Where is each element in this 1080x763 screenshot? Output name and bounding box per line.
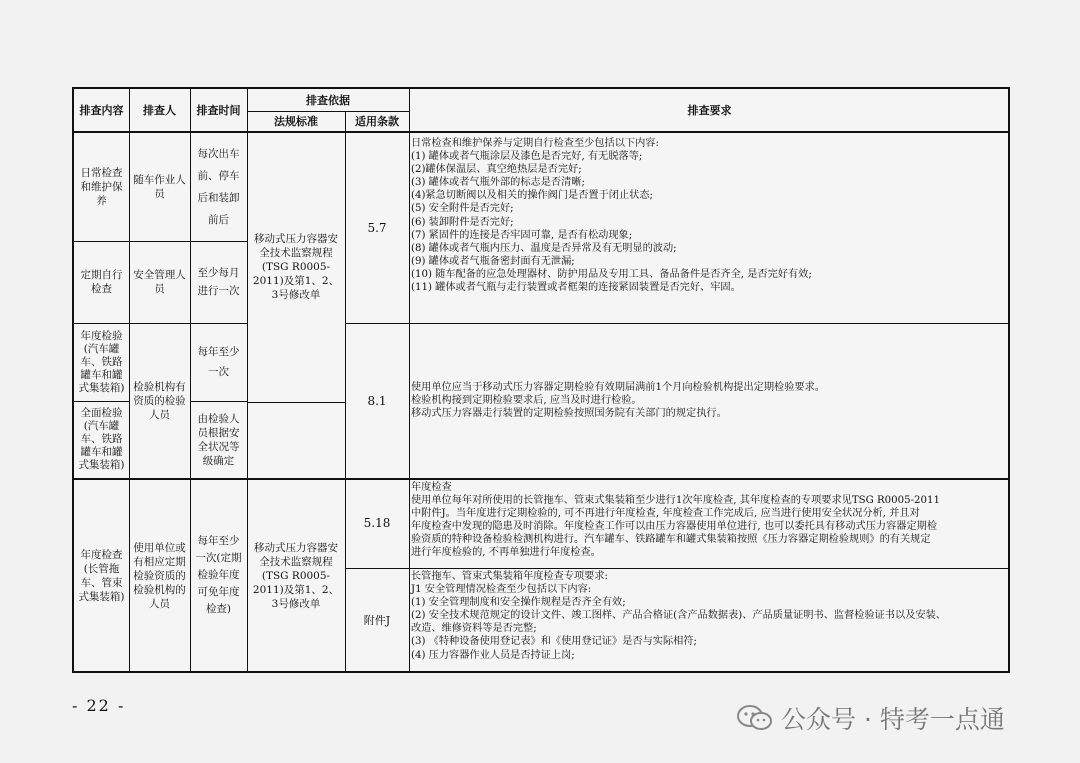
wechat-icon — [737, 705, 773, 731]
header-basis: 排查依据 — [306, 93, 350, 107]
row5-content: 年度检查(长管拖车、管束式集装箱) — [78, 548, 125, 603]
watermark — [737, 700, 1005, 736]
grid-line — [345, 323, 1010, 324]
grid-line — [345, 568, 1010, 569]
grid-line — [247, 89, 248, 673]
row3-time: 每年至少一次 — [197, 346, 240, 378]
grid-line — [345, 112, 346, 673]
header-regulation: 法规标准 — [274, 115, 318, 128]
requirement-8-1: 使用单位应当于移动式压力容器定期检验有效期届满前1个月向检验机构提出定期检验要求。 检验机构接到定期检验要求后, 应当及时进行检验。 移动式压力容器走行装置的定期检验按照国务院有关部门的规定执行。 — [411, 381, 825, 420]
row5-time: 每年至少一次(定期检验年度可免年度检查) — [195, 535, 242, 615]
grid-line — [74, 241, 247, 242]
header-clause: 适用条款 — [355, 115, 399, 128]
grid-line — [74, 478, 1010, 480]
header-person: 排查人 — [143, 103, 176, 117]
row2-time: 至少每月进行一次 — [197, 267, 240, 297]
grid-line — [74, 401, 129, 402]
regulation-2: 移动式压力容器安全技术监察规程(TSG R0005-2011)及第1、2、3号修改单 — [252, 541, 340, 610]
row3-content: 年度检验(汽车罐车、铁路罐车和罐式集装箱) — [78, 329, 125, 394]
clause-8-1: 8.1 — [367, 393, 387, 408]
header-requirement: 排查要求 — [687, 103, 732, 117]
inspection-table — [72, 87, 1010, 673]
row2-content: 定期自行检查 — [80, 269, 123, 295]
row2-person: 安全管理人员 — [133, 269, 186, 295]
clause-appendix-j: 附件J — [363, 613, 391, 627]
requirement-5-7: 日常检查和维护保养与定期自行检查至少包括以下内容: (1) 罐体或者气瓶涂层及漆色是否完好, 有无脱落等; (2)罐体保温层、真空绝热层是否完好; (3) 罐体或者气瓶外部的标志是否清晰; (4)紧急切断阀以及相关的操作阀门是否置于闭止状态; (5) 安全附件是否完好; (6) 装卸附件是否完好; (7) 紧固件的连接是否牢固可靠, 是否有松动现象; (8) 罐体或者气瓶内压力、温度是否异常及有无明显的波动; (9) 罐体或者气瓶备密封面有无泄漏; (10) 随车配备的应急处理器材、防护用品及专用工具、备品备件是否齐全, 是否完好有效; (11) 罐体或者气瓶与走行装置或者框架的连接紧固装置是否完好、牢固。 — [411, 138, 812, 294]
requirement-5-18: 年度检查 使用单位每年对所使用的长管拖车、管束式集装箱至少进行1次年度检查, 其年度检查的专项要求见TSG R0005-2011 中附件J。当年度进行定期检验的, 可不再进行年度检查, 年度检查工作完成后, 应当进行使用安全状况分析, 并且对 年度检查中发现的隐患及时消除。年度检查工作可以由压力容器使用单位进行, 也可以委托具有移动式压力容器定期检 验资质的特种设备检验检测机构进行。汽车罐车、铁路罐车和罐式集装箱按照《压力容器定期检验规则》的有关规定 进行年度检验的, 不再单独进行年度检查。 — [411, 482, 940, 559]
requirement-appendix-j: 长管拖车、管束式集装箱年度检查专项要求: J1 安全管理情况检查至少包括以下内容: (1) 安全管理制度和安全操作规程是否齐全有效; (2) 安全技术规范规定的设计文件、竣工图样、产品合格证(含产品数据表)、产品质量证明书、监督检验证书以及安装、 改造、维修资料等是否完整; (3) 《特种设备使用登记表》和《使用登记证》是否与实际相符; (4) 压力容器作业人员是否持证上岗; — [411, 571, 946, 661]
clause-5-18: 5.18 — [363, 516, 391, 530]
clause-5-7: 5.7 — [367, 220, 387, 235]
watermark-text: 公众号 · 特考一点通 — [781, 705, 1005, 734]
grid-line — [190, 401, 247, 402]
row1-time: 每次出车前、停车后和装卸前后 — [197, 147, 240, 226]
page-number: - 22 - — [72, 696, 126, 715]
header-content: 排查内容 — [79, 103, 124, 117]
grid-line — [247, 111, 409, 112]
grid-line — [247, 402, 345, 403]
regulation-1: 移动式压力容器安全技术监察规程(TSG R0005-2011)及第1、2、3号修改单 — [252, 233, 340, 301]
header-time: 排查时间 — [196, 103, 241, 117]
grid-line — [74, 131, 1010, 133]
grid-line — [409, 89, 410, 673]
row4-time: 由检验人员根据安全状况等级确定 — [197, 412, 240, 467]
row1-person: 随车作业人员 — [133, 173, 186, 200]
grid-line — [190, 89, 191, 673]
row34-person: 检验机构有资质的检验人员 — [133, 380, 186, 421]
row4-content: 全面检验(汽车罐车、铁路罐车和罐式集装箱) — [78, 407, 125, 471]
grid-line — [129, 89, 130, 673]
row1-content: 日常检查和维护保养 — [80, 166, 123, 207]
row5-person: 使用单位或有相应定期检验资质的检验机构的人员 — [133, 541, 186, 610]
grid-line — [74, 323, 247, 324]
